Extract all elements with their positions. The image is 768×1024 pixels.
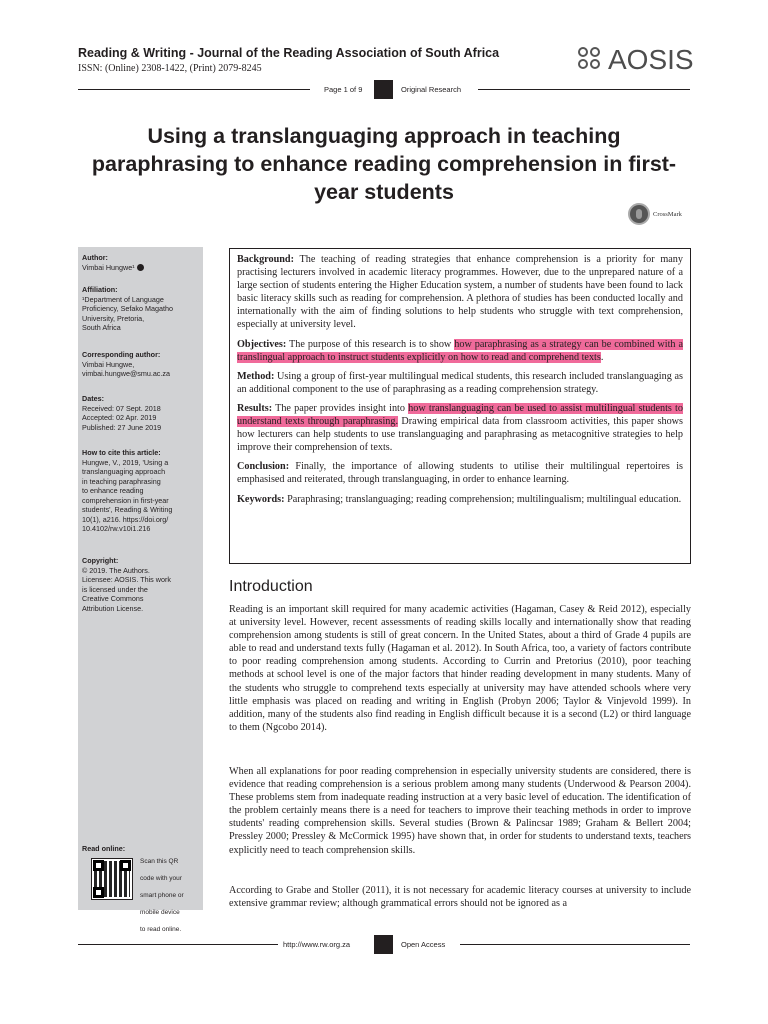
footer-rule-right (460, 944, 690, 945)
author-name: Vimbai Hungwe¹ (82, 263, 202, 273)
qr-line: code with your (140, 875, 182, 882)
corresponding-name: Vimbai Hungwe, (82, 359, 135, 369)
corresponding-label: Corresponding author: (82, 350, 161, 359)
qr-line: mobile device (140, 909, 180, 916)
header-rule-left (78, 89, 310, 90)
copyright-block (82, 556, 202, 613)
date-accepted: Accepted: 02 Apr. 2019 (82, 413, 157, 422)
read-online-block (82, 844, 202, 854)
copyright-line: Creative Commons (82, 594, 144, 603)
header-rule-right (478, 89, 690, 90)
corresponding-block (82, 350, 202, 379)
qr-line: smart phone or (140, 892, 184, 899)
qr-code-icon[interactable] (91, 858, 133, 900)
citation-line: comprehension in first-year (82, 495, 169, 505)
page-number: Page 1 of 9 (324, 85, 363, 94)
author-label: Author: (82, 253, 108, 262)
copyright-line: is licensed under the (82, 584, 148, 594)
copyright-line: Licensee: AOSIS. This work (82, 575, 171, 584)
footer-rule-left (78, 944, 278, 945)
crossmark-label: CrossMark (653, 210, 682, 218)
qr-finder (120, 860, 131, 871)
citation-line[interactable]: 10(1), a216. https://doi.org/ (82, 514, 169, 524)
citation-block (82, 448, 202, 534)
citation-line: to enhance reading (82, 486, 144, 495)
date-received: Received: 07 Sept. 2018 (82, 403, 161, 413)
affiliation-block (82, 285, 202, 333)
publisher-logo (578, 46, 694, 74)
open-access-label: Open Access (401, 940, 446, 949)
affiliation-line: ¹Department of Language (82, 294, 164, 304)
aosis-logo-icon (578, 47, 604, 73)
qr-line: Scan this QR (140, 858, 179, 865)
highlight: how paraphrasing as a strategy can be combined with a translingual approach to instruct students explicitly on how to read and comprehend texts (237, 338, 683, 363)
abstract-conclusion: Conclusion: Finally, the importance of allowing students to utilise their multilingual repertoires is emphasised and reiterated, through translanguaging, in order to enhance learning. (237, 461, 683, 486)
crossmark-badge[interactable] (628, 203, 682, 225)
article-type: Original Research (401, 85, 462, 94)
highlight: how translanguaging can be used to assist multilingual students to understand texts through paraphrasing. (237, 402, 683, 428)
copyright-label: Copyright: (82, 556, 119, 565)
journal-name: Reading & Writing - Journal of the Reading Association of South Africa (78, 46, 500, 60)
body-paragraph: According to Grabe and Stoller (2011), it is not necessary for academic literacy courses at university to include extensive grammar review; although grammatical errors should not be ignored as a (229, 885, 691, 910)
crossmark-icon (628, 203, 650, 225)
author-block (82, 253, 202, 272)
dates-block (82, 394, 202, 432)
affiliation-line: South Africa (82, 323, 121, 332)
journal-url[interactable]: http://www.rw.org.za (283, 940, 351, 949)
affiliation-label: Affiliation: (82, 285, 118, 294)
footer-marker (374, 935, 393, 954)
corresponding-email[interactable]: vimbai.hungwe@smu.ac.za (82, 369, 170, 378)
body-paragraph: When all explanations for poor reading comprehension in especially university students are considered, there is evidence that reading comprehension is a serious problem among many students (Underwood & Pearson 2004). These problems stem from inadequate reading instruction at a very basic level of education. The identification of the problem certainly means there is a need for teachers to improve their teaching methods in order to improve students' reading comprehension skills. Several studies (Brown & Palincsar 1989; Graham & Bellert 2004; Pressley 2000; Pressley & McCormick 1995) have shown that, in order for students to understand texts, teachers explicitly need to teach comprehension skills. (229, 766, 691, 856)
read-online-label: Read online: (82, 844, 126, 853)
abstract-objectives: Objectives: The purpose of this research is to show how paraphrasing as a strategy can be combined with a translingual approach to instruct students explicitly on how to read and comprehend texts. (237, 338, 683, 363)
orcid-icon[interactable] (137, 264, 144, 271)
article-title: Using a translanguaging approach in teaching paraphrasing to enhance reading comprehension in first-year students (91, 124, 677, 204)
copyright-line: Attribution License. (82, 603, 144, 613)
affiliation-line: Proficiency, Sefako Magatho (82, 304, 173, 313)
abstract-keywords: Keywords: Paraphrasing; translanguaging; reading comprehension; multilingualism; multilingual education. (237, 493, 682, 505)
abstract-box (229, 248, 691, 564)
copyright-line: © 2019. The Authors. (82, 565, 150, 575)
abstract-results: Results: The paper provides insight into how translanguaging can be used to assist multilingual students to understand texts through paraphrasing. Drawing empirical data from classroom activities, this paper shows how lecturers can help students to use translanguaging and paraphrasing as metacognitive strategies to help improve their comprehension of texts. (237, 402, 683, 454)
date-published: Published: 27 June 2019 (82, 422, 162, 432)
section-heading: Introduction (229, 578, 313, 595)
qr-instructions (140, 858, 202, 935)
qr-finder (93, 860, 104, 871)
abstract-method: Method: Using a group of first-year multilingual medical students, this research included translanguaging as an additional component to the use of paraphrasing as a reading comprehension strategy. (237, 370, 683, 395)
publisher-name: AOSIS (608, 44, 694, 75)
citation-line: students', Reading & Writing (82, 505, 173, 514)
qr-line: to read online. (140, 926, 182, 933)
citation-line: in teaching paraphrasing (82, 476, 161, 486)
citation-line[interactable]: 10.4102/rw.v10i1.216 (82, 524, 151, 533)
affiliation-line: University, Pretoria, (82, 313, 145, 323)
qr-finder (93, 887, 104, 898)
citation-line: translanguaging approach (82, 467, 166, 476)
citation-line: Hungwe, V., 2019, 'Using a (82, 457, 169, 467)
issn: ISSN: (Online) 2308-1422, (Print) 2079-8245 (78, 63, 262, 74)
abstract-background: Background: The teaching of reading strategies that enhance comprehension is a priority for many practising lecturers involved in academic literacy programmes. However, due to the unprepared nature of a large section of students entering the Higher Education system, a number of students have been found to lack basic literacy skills such as reading for comprehension. A plethora of studies has been conducted locally and internationally with the aim of finding solutions to help students who struggle with text comprehension, especially at university level. (237, 254, 683, 331)
dates-label: Dates: (82, 394, 104, 403)
citation-label: How to cite this article: (82, 448, 161, 457)
header-marker (374, 80, 393, 99)
body-paragraph: Reading is an important skill required for many academic activities (Hagaman, Casey & Reid 2012), especially at university level. However, recent assessments of reading skills locally and internationally show that reading comprehension among students is still of great concern. In the United States, about a third of Grade 4 pupils are able to read and understand texts fully (Hagaman et al. 2012). In South Africa, too, a variety of factors contribute to poor reading comprehension among students. According to Currin and Pretorius (2010), poor teaching methods at school level is one of the major factors that hinder reading development in many students. Many of the students who struggle to comprehend texts especially at university may have attended schools where very little emphasis was placed on reading and writing in English (Probyn 2006; Taylor & Vinjevold 1999). In addition, many of the students also find reading in English difficult because it is a second (L2) or third language to them (Ngcobo 2014). (229, 604, 691, 733)
